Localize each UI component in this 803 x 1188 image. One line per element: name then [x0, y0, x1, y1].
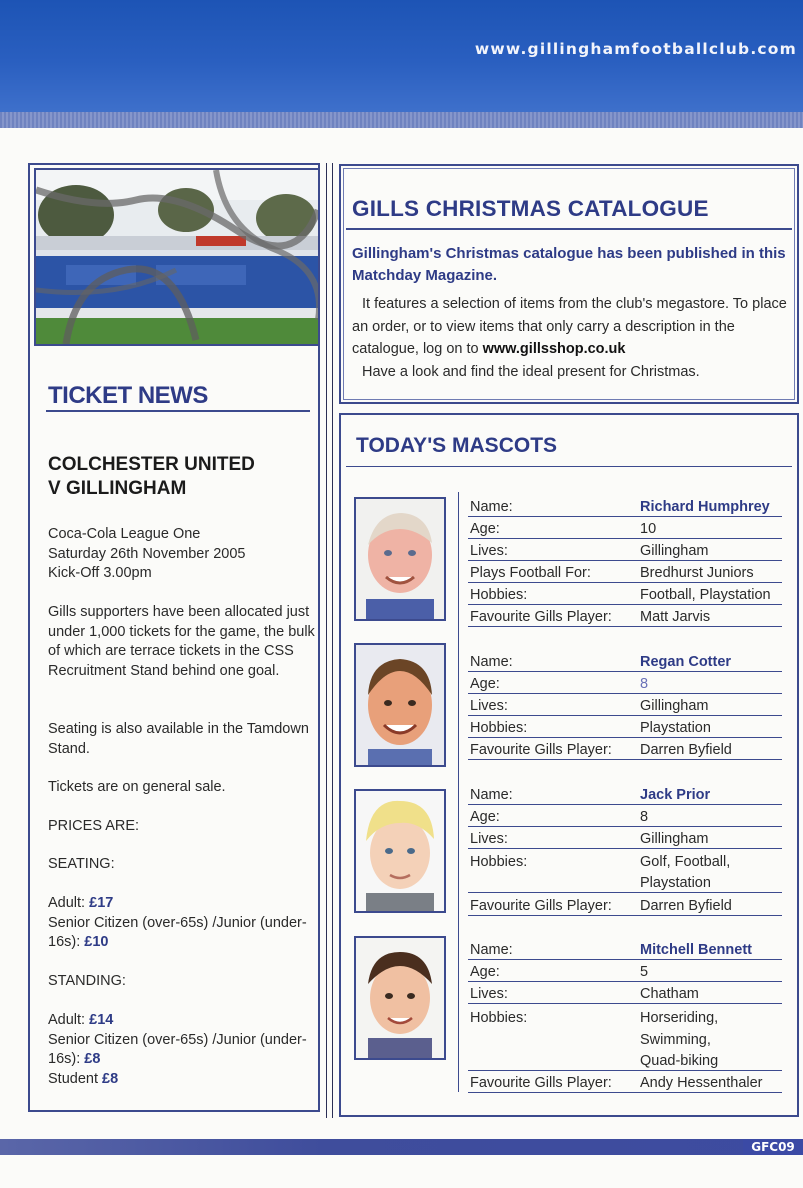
mascot-row	[468, 1071, 782, 1093]
stadium-photo	[34, 168, 320, 346]
field-value: Darren Byfield	[640, 742, 732, 758]
student-row	[48, 1070, 316, 1090]
field-label: Age:	[470, 964, 500, 980]
general-sale-note: Tickets are on general sale.	[48, 779, 226, 795]
field-label: Favourite Gills Player:	[470, 898, 612, 914]
mascot-row	[468, 539, 782, 561]
field-value: Golf, Football,	[640, 854, 731, 870]
field-label: Hobbies:	[470, 720, 528, 736]
price-value: £8	[102, 1070, 119, 1087]
page-code: GFC09	[743, 1139, 803, 1155]
catalogue-paragraph	[352, 293, 792, 361]
field-label: Hobbies:	[470, 854, 528, 870]
field-label: Lives:	[470, 986, 508, 1002]
match-details	[48, 525, 316, 584]
field-value: Andy Hessenthaler	[640, 1075, 763, 1091]
catalogue-heading: GILLS CHRISTMAS CATALOGUE	[352, 196, 709, 221]
field-value: Gillingham	[640, 543, 709, 559]
mascot-row	[468, 871, 782, 893]
mascots-heading: TODAY'S MASCOTS	[356, 434, 558, 457]
field-value: Quad-biking	[640, 1053, 719, 1069]
catalogue-para1: It features a selection of items from the club's megastore. To place an order, or to view items that only carry a description in the catalogue, log on to	[352, 296, 787, 357]
field-value: 8	[640, 809, 649, 825]
field-value: Football, Playstation	[640, 587, 771, 603]
field-label: Lives:	[470, 698, 508, 714]
price-label: Student	[48, 1070, 98, 1087]
catalogue-body	[352, 293, 792, 383]
mascot-row	[468, 561, 782, 583]
seating-prices	[48, 894, 316, 953]
match-date: Saturday 26th November 2005	[48, 545, 246, 562]
mascot-row	[468, 716, 782, 738]
field-label: Plays Football For:	[470, 565, 591, 581]
match-title	[48, 453, 308, 501]
mascot-row	[468, 650, 782, 672]
price-label: Senior Citizen (over-65s) /Junior (under-16s):	[48, 1031, 307, 1067]
standing-concession-row	[48, 1031, 316, 1070]
catalogue-para2: Have a look and find the ideal present for Christmas.	[362, 363, 700, 380]
field-label: Name:	[470, 787, 513, 803]
mascot-row	[468, 1049, 782, 1071]
price-label: Adult:	[48, 895, 86, 911]
field-value: Gillingham	[640, 698, 709, 714]
field-label: Favourite Gills Player:	[470, 1075, 612, 1091]
price-label: Senior Citizen (over-65s) /Junior (under-16s):	[48, 914, 307, 950]
field-label: Age:	[470, 676, 500, 692]
mascot-row	[468, 849, 782, 871]
field-value: Playstation	[640, 720, 711, 736]
field-label: Favourite Gills Player:	[470, 742, 612, 758]
field-label: Lives:	[470, 543, 508, 559]
ticket-news-heading: TICKET NEWS	[48, 382, 208, 409]
competition: Coca-Cola League One	[48, 526, 201, 542]
prices-are-label: PRICES ARE:	[48, 818, 140, 834]
field-value: 8	[640, 676, 649, 692]
field-label: Name:	[470, 499, 513, 515]
site-url[interactable]: www.gillinghamfootballclub.com	[474, 40, 797, 58]
field-label: Favourite Gills Player:	[470, 609, 612, 625]
price-value: £10	[84, 934, 109, 950]
mascot-row	[468, 672, 782, 694]
shop-link[interactable]: www.gillsshop.co.uk	[482, 341, 626, 357]
field-label: Name:	[470, 654, 513, 670]
field-value: Regan Cotter	[640, 654, 732, 670]
mascot-row	[468, 605, 782, 627]
mascot-row	[468, 982, 782, 1004]
column-divider	[326, 163, 333, 1118]
price-value: £17	[89, 895, 114, 911]
field-value: Horseriding,	[640, 1010, 719, 1026]
seating-label: SEATING:	[48, 856, 115, 872]
field-value: Swimming,	[640, 1032, 711, 1048]
mascot-row	[468, 738, 782, 760]
field-value: Gillingham	[640, 831, 709, 847]
mascot-photo	[354, 497, 446, 621]
field-label: Name:	[470, 942, 513, 958]
field-value: Richard Humphrey	[640, 499, 770, 515]
mascot-row	[468, 894, 782, 916]
footer-band	[0, 1139, 803, 1155]
field-label: Age:	[470, 521, 500, 537]
mascot-photo	[354, 936, 446, 1060]
field-label: Lives:	[470, 831, 508, 847]
mascots-heading-rule	[346, 466, 792, 467]
field-value: Darren Byfield	[640, 898, 732, 914]
seating-note: Seating is also available in the Tamdown Stand.	[48, 721, 309, 757]
mascot-photo	[354, 789, 446, 913]
price-value: £14	[89, 1012, 114, 1028]
price-value: £8	[84, 1051, 101, 1067]
mascot-photo	[354, 643, 446, 767]
allocation-text: Gills supporters have been allocated just under 1,000 tickets for the game, the bulk of which are terrace tickets in the CSS Recruitment Stand behind one goal.	[48, 604, 315, 679]
field-label: Age:	[470, 809, 500, 825]
mascot-row	[468, 960, 782, 982]
field-value: Chatham	[640, 986, 699, 1002]
mascot-row	[468, 1005, 782, 1027]
field-value: Matt Jarvis	[640, 609, 711, 625]
price-label: Adult:	[48, 1012, 86, 1028]
heading-underline	[46, 410, 310, 412]
field-label: Hobbies:	[470, 1010, 528, 1026]
mascot-row	[468, 938, 782, 960]
field-value: 10	[640, 521, 657, 537]
match-title-line1: COLCHESTER UNITED	[48, 454, 255, 475]
field-value: 5	[640, 964, 649, 980]
standing-adult-row	[48, 1011, 316, 1031]
mascot-row	[468, 783, 782, 805]
field-label: Hobbies:	[470, 587, 528, 603]
kickoff-time: Kick-Off 3.00pm	[48, 565, 152, 581]
standing-prices	[48, 1011, 316, 1089]
field-value: Playstation	[640, 875, 711, 891]
mascot-row	[468, 496, 782, 517]
catalogue-heading-rule	[346, 228, 792, 230]
header-strip	[0, 112, 803, 128]
mascot-row	[468, 827, 782, 849]
catalogue-lead: Gillingham's Christmas catalogue has been published in this Matchday Magazine.	[352, 245, 786, 284]
standing-label: STANDING:	[48, 973, 126, 989]
field-value: Bredhurst Juniors	[640, 565, 754, 581]
mascot-row	[468, 805, 782, 827]
field-value: Jack Prior	[640, 787, 711, 803]
mascot-row	[468, 1027, 782, 1049]
seating-adult-row	[48, 894, 316, 914]
mascot-row	[468, 517, 782, 539]
seating-concession-row	[48, 914, 316, 953]
match-title-line2: V GILLINGHAM	[48, 478, 187, 499]
field-value: Mitchell Bennett	[640, 942, 752, 958]
mascot-row	[468, 694, 782, 716]
mascot-row	[468, 583, 782, 605]
mascots-column-divider	[458, 492, 459, 1092]
